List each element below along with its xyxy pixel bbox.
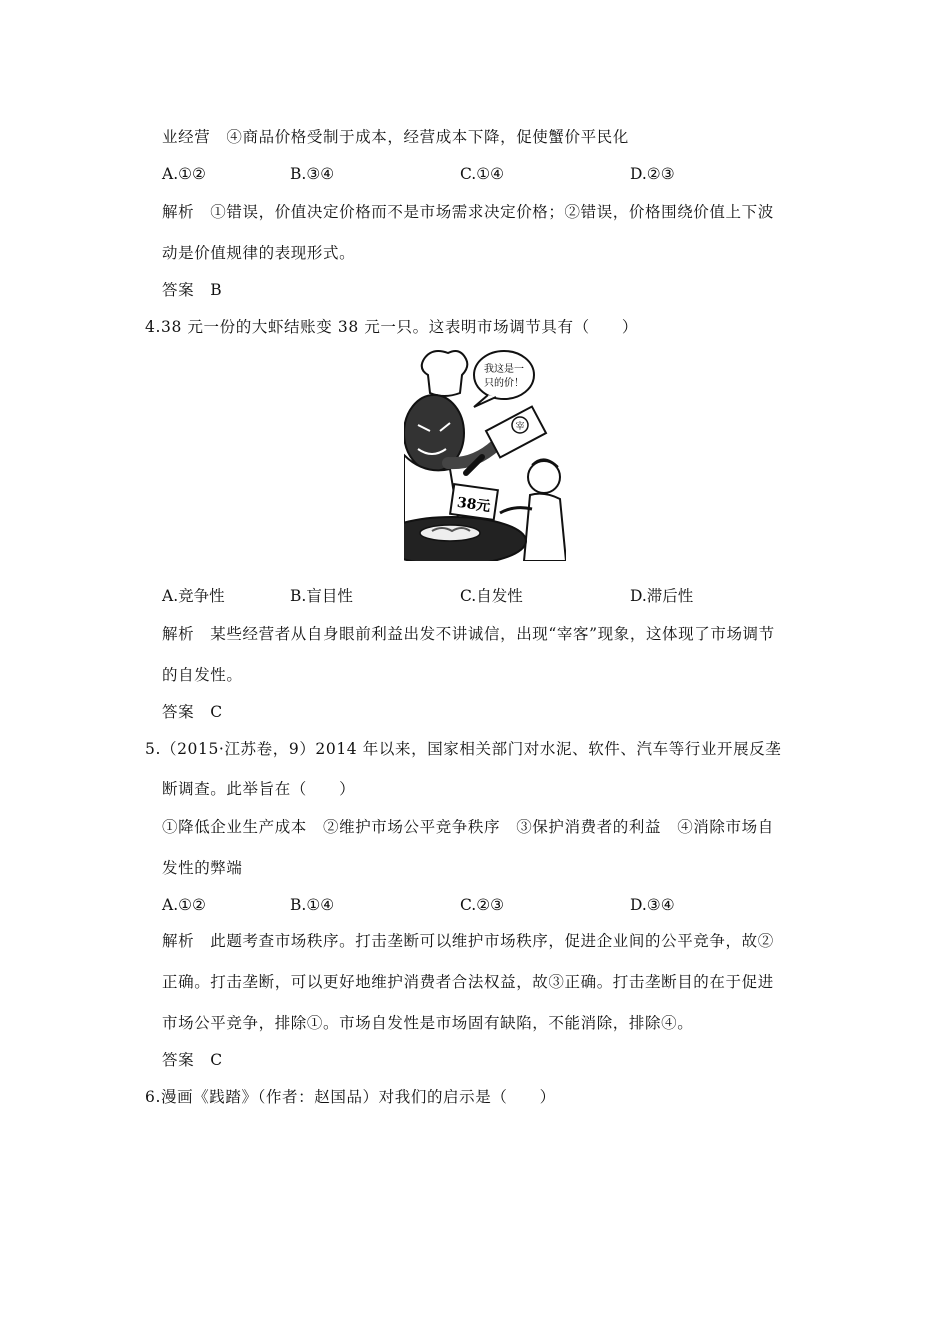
customer-body bbox=[524, 494, 566, 561]
q5-option-c: C.②③ bbox=[460, 896, 505, 914]
speech-bubble bbox=[474, 351, 534, 399]
cleaver-label: 宰 bbox=[515, 422, 525, 432]
q3-option-a: A.①② bbox=[162, 165, 206, 183]
q4-option-c: C.自发性 bbox=[460, 587, 523, 605]
q4-analysis-line-2: 的自发性。 bbox=[162, 666, 243, 684]
q3-analysis-line-1: 解析 ①错误，价值决定价格而不是市场需求决定价格；②错误，价格围绕价值上下波 bbox=[162, 203, 774, 221]
q3-option-c: C.①④ bbox=[460, 165, 505, 183]
q4-cartoon-illustration bbox=[404, 345, 566, 561]
q3-item-continuation: 业经营 ④商品价格受制于成本，经营成本下降，促使蟹价平民化 bbox=[162, 128, 629, 146]
speech-line-1: 我这是一 bbox=[484, 364, 524, 375]
q5-analysis-line-2: 正确。打击垄断，可以更好地维护消费者合法权益，故③正确。打击垄断目的在于促进 bbox=[162, 973, 774, 991]
q3-options bbox=[162, 164, 802, 184]
q4-option-d: D.滞后性 bbox=[630, 587, 694, 605]
q4-option-a: A.竞争性 bbox=[162, 587, 225, 605]
q5-items-line-1: ①降低企业生产成本 ②维护市场公平竞争秩序 ③保护消费者的利益 ④消除市场自 bbox=[162, 818, 774, 836]
price-sign-text: 38元 bbox=[455, 494, 492, 516]
q5-options bbox=[162, 895, 802, 915]
q5-analysis-line-1: 解析 此题考查市场秩序。打击垄断可以维护市场秩序，促进企业间的公平竞争，故② bbox=[162, 932, 774, 950]
q5-option-d: D.③④ bbox=[630, 896, 675, 914]
q6-stem: 6.漫画《践踏》（作者：赵国品）对我们的启示是（ ） bbox=[145, 1088, 556, 1106]
q5-analysis-line-3: 市场公平竞争，排除①。市场自发性是市场固有缺陷，不能消除，排除④。 bbox=[162, 1014, 694, 1032]
q4-options bbox=[162, 586, 802, 606]
q5-answer: 答案 C bbox=[162, 1051, 223, 1069]
q3-option-b: B.③④ bbox=[290, 165, 335, 183]
q4-option-b: B.盲目性 bbox=[290, 587, 353, 605]
customer-head bbox=[528, 461, 560, 493]
q5-stem-line-1: 5.（2015·江苏卷，9）2014 年以来，国家相关部门对水泥、软件、汽车等行业开展反垄 bbox=[145, 740, 782, 758]
q5-stem-line-2: 断调查。此举旨在（ ） bbox=[162, 780, 356, 798]
speech-line-2: 只的价！ bbox=[484, 378, 524, 389]
q3-answer: 答案 B bbox=[162, 281, 223, 299]
chef-hat bbox=[422, 351, 468, 396]
q4-answer: 答案 C bbox=[162, 703, 223, 721]
q5-option-a: A.①② bbox=[162, 896, 206, 914]
q5-items-line-2: 发性的弊端 bbox=[162, 859, 243, 877]
q3-analysis-line-2: 动是价值规律的表现形式。 bbox=[162, 244, 356, 262]
q3-option-d: D.②③ bbox=[630, 165, 675, 183]
q5-option-b: B.①④ bbox=[290, 896, 335, 914]
plate bbox=[420, 525, 480, 541]
q4-analysis-line-1: 解析 某些经营者从自身眼前利益出发不讲诚信，出现“宰客”现象，这体现了市场调节 bbox=[162, 625, 775, 643]
q4-stem: 4.38 元一份的大虾结账变 38 元一只。这表明市场调节具有（ ） bbox=[145, 318, 639, 336]
